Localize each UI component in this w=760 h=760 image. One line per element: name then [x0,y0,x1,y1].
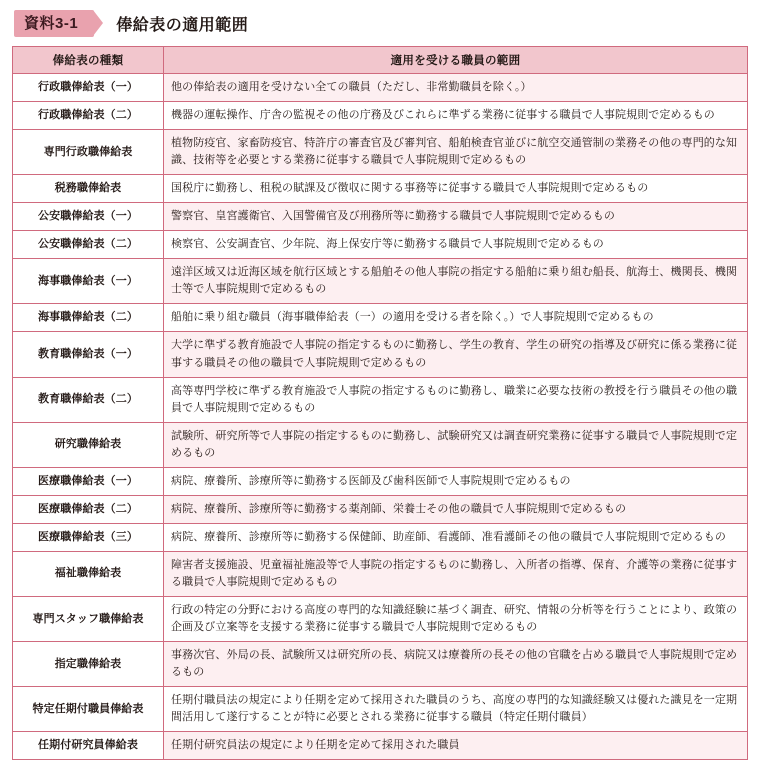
table-row [13,422,748,467]
cell-scope: 高等専門学校に準ずる教育施設で人事院の指定するものに勤務し、職業に必要な技術の教授を行う職員その他の職員で人事院規則で定めるもの [164,377,748,422]
cell-category: 任期付研究員俸給表 [13,732,164,760]
table-row [13,175,748,203]
cell-category: 行政職俸給表（一） [13,74,164,102]
cell-category: 公安職俸給表（二） [13,231,164,259]
cell-scope: 行政の特定の分野における高度の専門的な知識経験に基づく調査、研究、情報の分析等を行うことにより、政策の企画及び立案等を支援する業務に従事する職員で人事院規則で定めるもの [164,596,748,641]
cell-category: 行政職俸給表（二） [13,102,164,130]
table-row [13,130,748,175]
cell-scope: 検察官、公安調査官、少年院、海上保安庁等に勤務する職員で人事院規則で定めるもの [164,231,748,259]
cell-scope: 国税庁に勤務し、租税の賦課及び徴収に関する事務等に従事する職員で人事院規則で定めるもの [164,175,748,203]
table-row [13,74,748,102]
cell-category: 専門行政職俸給表 [13,130,164,175]
table-row [13,467,748,495]
table-body [13,74,748,760]
table-row [13,332,748,377]
cell-scope: 警察官、皇宮護衛官、入国警備官及び刑務所等に勤務する職員で人事院規則で定めるもの [164,203,748,231]
cell-category: 税務職俸給表 [13,175,164,203]
table-row [13,102,748,130]
cell-category: 教育職俸給表（二） [13,377,164,422]
table-row [13,523,748,551]
figure-label-tag: 資料3-1 [14,10,94,37]
table-row [13,377,748,422]
table-row [13,642,748,687]
cell-scope: 事務次官、外局の長、試験所又は研究所の長、病院又は療養所の長その他の官職を占める職員で人事院規則で定めるもの [164,642,748,687]
cell-scope: 船舶に乗り組む職員（海事職俸給表（一）の適用を受ける者を除く。）で人事院規則で定めるもの [164,304,748,332]
cell-scope: 試験所、研究所等で人事院の指定するものに勤務し、試験研究又は調査研究業務に従事する職員で人事院規則で定めるもの [164,422,748,467]
cell-scope: 他の俸給表の適用を受けない全ての職員（ただし、非常勤職員を除く。） [164,74,748,102]
table-row [13,304,748,332]
cell-category: 海事職俸給表（二） [13,304,164,332]
table-row [13,551,748,596]
table-row [13,596,748,641]
cell-category: 医療職俸給表（二） [13,495,164,523]
cell-scope: 遠洋区域又は近海区域を航行区域とする船舶その他人事院の指定する船舶に乗り組む船長、航海士、機関長、機関士等で人事院規則で定めるもの [164,259,748,304]
pay-scale-table [12,46,748,760]
table-row [13,687,748,732]
table-row [13,203,748,231]
cell-scope: 障害者支援施設、児童福祉施設等で人事院の指定するものに勤務し、入所者の指導、保育、介護等の業務に従事する職員で人事院規則で定めるもの [164,551,748,596]
cell-category: 教育職俸給表（一） [13,332,164,377]
cell-scope: 大学に準ずる教育施設で人事院の指定するものに勤務し、学生の教育、学生の研究の指導及び研究に係る業務に従事する職員その他の職員で人事院規則で定めるもの [164,332,748,377]
cell-scope: 病院、療養所、診療所等に勤務する医師及び歯科医師で人事院規則で定めるもの [164,467,748,495]
column-header-category: 俸給表の種類 [13,47,164,74]
table-row [13,259,748,304]
cell-category: 海事職俸給表（一） [13,259,164,304]
table-header-row [13,47,748,74]
document-title-row [14,8,748,38]
cell-category: 特定任期付職員俸給表 [13,687,164,732]
table-row [13,231,748,259]
page-title: 俸給表の適用範囲 [116,16,249,34]
cell-category: 研究職俸給表 [13,422,164,467]
cell-scope: 機器の運転操作、庁舎の監視その他の庁務及びこれらに準ずる業務に従事する職員で人事院規則で定めるもの [164,102,748,130]
cell-scope: 病院、療養所、診療所等に勤務する薬剤師、栄養士その他の職員で人事院規則で定めるもの [164,495,748,523]
column-header-scope: 適用を受ける職員の範囲 [164,47,748,74]
table-row [13,495,748,523]
cell-scope: 病院、療養所、診療所等に勤務する保健師、助産師、看護師、准看護師その他の職員で人事院規則で定めるもの [164,523,748,551]
cell-category: 福祉職俸給表 [13,551,164,596]
cell-category: 医療職俸給表（一） [13,467,164,495]
table-row [13,732,748,760]
cell-category: 医療職俸給表（三） [13,523,164,551]
cell-category: 指定職俸給表 [13,642,164,687]
cell-scope: 植物防疫官、家畜防疫官、特許庁の審査官及び審判官、船舶検査官並びに航空交通管制の業務その他の専門的な知識、技術等を必要とする業務に従事する職員で人事院規則で定めるもの [164,130,748,175]
cell-category: 公安職俸給表（一） [13,203,164,231]
cell-scope: 任期付研究員法の規定により任期を定めて採用された職員 [164,732,748,760]
cell-scope: 任期付職員法の規定により任期を定めて採用された職員のうち、高度の専門的な知識経験又は優れた識見を一定期間活用して遂行することが特に必要とされる業務に従事する職員（特定任期付職員） [164,687,748,732]
cell-category: 専門スタッフ職俸給表 [13,596,164,641]
table-head [13,47,748,74]
